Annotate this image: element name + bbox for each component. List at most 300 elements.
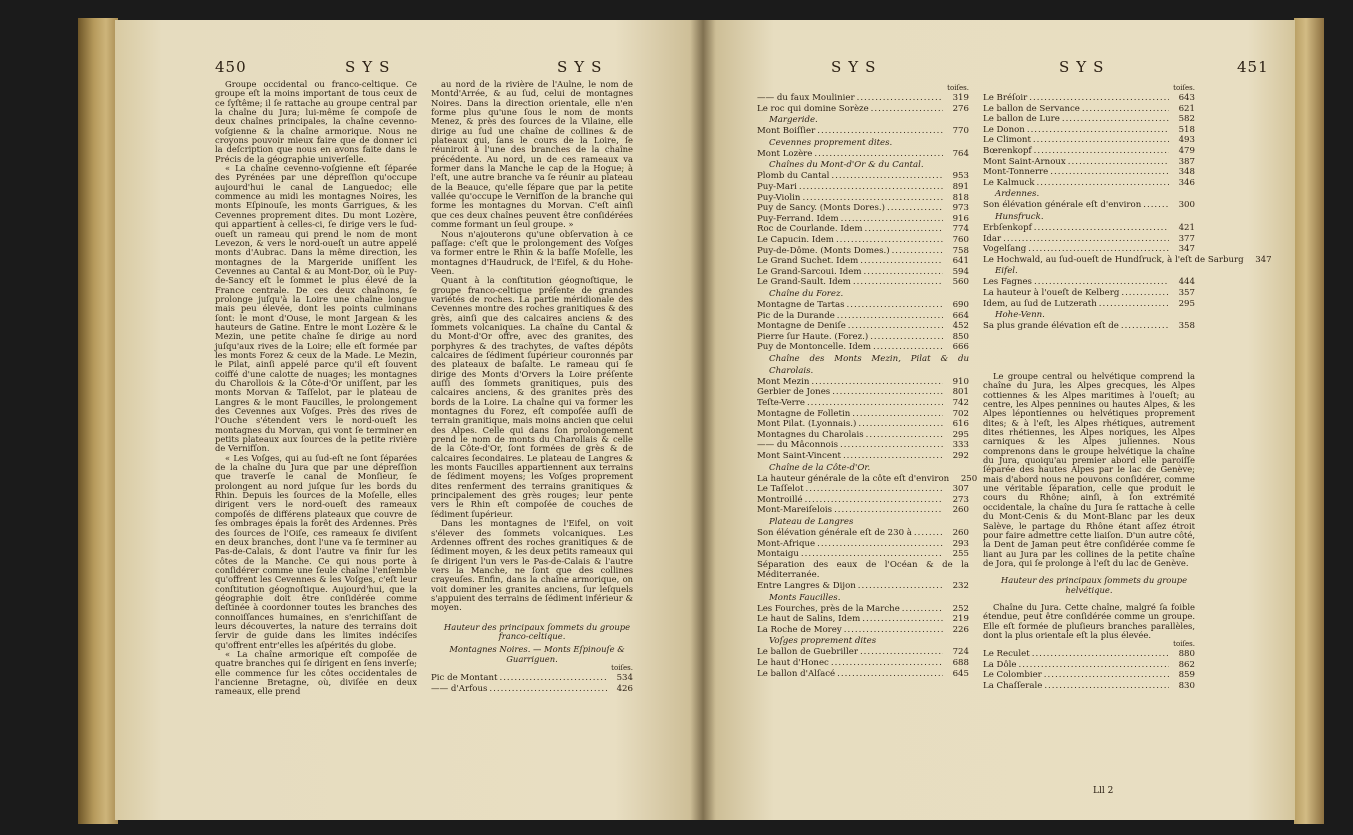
entry-value: 916 — [952, 213, 969, 224]
dot-leader — [840, 440, 943, 451]
table-subheading: Montagnes Noires. — Monts Eſpinouſe & Guarriguen. — [449, 644, 625, 664]
right-column-2 — [983, 84, 1272, 332]
table-row — [757, 171, 969, 182]
entry-value: 690 — [952, 299, 969, 310]
entry-name: Le Hochwald, au ſud-oueſt de Hundſruck, à l'eſt de Sarburg — [983, 254, 1244, 265]
entry-value: 348 — [1178, 167, 1195, 178]
table-row — [757, 669, 969, 680]
entry-name: Montaigu — [757, 549, 799, 560]
table-row — [757, 203, 969, 214]
dot-leader — [1029, 93, 1169, 104]
paragraph: Groupe occidental ou franco-celtique. Ce groupe eſt la moins important de tous ceux de ce ſyſtême; il ſe rattache au groupe central par la chaîne du Jura; lui-même ſe compoſe de deux chaînes principales, la chaîne cevenno-voſgienne & la chaîne armorique. Nous ne croyons pouvoir mieux faire que de donner ici la deſcription que nous en avons faite dans le Précis de la géographie univerſelle. — [215, 79, 417, 164]
left-page-number: 450 — [215, 58, 247, 76]
dot-leader — [853, 277, 943, 288]
dot-leader — [806, 484, 943, 495]
entry-name: Montagne de Folletin — [757, 408, 851, 419]
table-row — [983, 223, 1195, 234]
entry-value: 742 — [952, 398, 969, 409]
dot-leader — [860, 647, 943, 658]
entry-value: 333 — [952, 440, 969, 451]
entry-value: 724 — [952, 647, 969, 658]
dot-leader — [857, 93, 943, 104]
entry-value: 293 — [952, 538, 969, 549]
table-row — [983, 178, 1195, 189]
table-row — [757, 214, 969, 225]
paragraph: Quant à la conſtitution géognoſtique, le groupe franco-celtique préſente de grandes variétés de roches. La partie méridionale des Cevennes montre des roches granitiques & des grès, ainſi que des calcaires anciens & des ſommets volcaniques. La chaîne du Cantal & du Mont-d'Or offre, avec des granites, des porphyres & des trachytes, de vaſtes dépôts calcaires de ſédiment ſupérieur couronnés par des plateaux de baſalte. Le rameau qui ſe dirige des Monts d'Orvers la Loire préſente auſſi des ſommets granitiques, puis des calcaires anciens, & des granites près des bords de la Loire. La chaîne qui va former les montagnes du Forez, eſt compoſée auſſi de terrain granitique, mais moins ancien que celui des Alpes. Celle qui dans ſon prolongement prend le nom de monts du Charollais & celle de la Côte-d'Or, ſont formées de grès & de calcaires ſecondaires. Le plateau de Langres & les monts Faucilles appartiennent aux terrains de ſédiment moyens; les Voſges proprement dites renferment des terrains granitiques & principalement des grès rouges; leur pente vers le Rhin eſt compoſée de couches de ſédiment ſupérieur. — [431, 275, 633, 519]
dot-leader — [1044, 681, 1169, 692]
subheading: Monts Faucilles. — [769, 592, 841, 603]
table-row — [983, 321, 1195, 332]
entry-value: 688 — [952, 657, 969, 668]
entry-name: Roc de Courlande. Idem — [757, 224, 863, 235]
entry-value: 760 — [952, 234, 969, 245]
dot-leader — [811, 377, 943, 388]
section-heading: Hauteur des principaux ſommets du groupe helvétique. — [1000, 575, 1188, 595]
note: Séparation des eaux de l'Océan & de la Méditerranée. — [757, 559, 969, 581]
table-row — [757, 342, 969, 353]
entry-value: 255 — [952, 549, 969, 560]
entry-value: 880 — [1178, 649, 1195, 660]
paragraph: au nord de la rivière de l'Aulne, le nom de Montd'Arrée, & au ſud, celui de montagnes Noires. Dans la direction orientale, elle n'en forme plus qu'une ſous le nom de monts Menez, & près des ſources de la Vilaine, elle dirige au ſud une chaîne de collines & de plateaux qui, ſans le cours de la Loire, ſe réuniroit à l'une des branches de la chaîne précédente. Au nord, un de ces rameaux va former dans la Manche le cap de la Hogue; à l'eſt, une autre branche va ſe réunir au plateau de la Beauce, qu'elle ſépare que par la petite vallée qu'occupe le Vernifſon de la branche qui forme les montagnes du Morvan. C'eſt ainſi que ces deux chaînes peuvent être conſidérées comme formant un ſeul groupe. » — [431, 79, 633, 230]
dot-leader — [802, 193, 943, 204]
dot-leader — [817, 126, 943, 137]
dot-leader — [1099, 299, 1169, 310]
left-running-title: SYS — [345, 58, 397, 76]
dot-leader — [801, 549, 943, 560]
entry-name: Les Fourches, près de la Marche — [757, 603, 900, 614]
dot-leader — [860, 256, 943, 267]
dot-leader — [887, 203, 943, 214]
table-row — [757, 321, 969, 332]
dot-leader — [858, 581, 943, 592]
entry-name: Le Taſſelot — [757, 484, 804, 495]
table-row — [983, 299, 1195, 310]
entry-name: La Dôle — [983, 659, 1017, 670]
table-row — [757, 539, 969, 550]
dot-leader — [1034, 277, 1169, 288]
entry-name: Son élévation générale eſt d'environ — [983, 200, 1142, 211]
entry-name: Teſte-Verre — [757, 398, 805, 409]
unit-label: toiſes. — [1173, 84, 1195, 92]
table-row — [757, 193, 969, 204]
paragraph: Dans les montagnes de l'Eifel, on voit s'élever des ſommets volcaniques. Les Ardennes offrent des roches granitiques & de ſédiment moyen, & les deux petits rameaux qui ſe dirigent l'un vers le Pas-de-Calais & l'autre vers la Manche, ne ſont que des collines crayeuſes. Enfin, dans la chaîne armorique, on voit dominer les granites anciens, ſur leſquels s'appuient des terrains de ſédiment inférieur & moyen. — [431, 518, 633, 613]
entry-name: Le Climont — [983, 135, 1031, 146]
entry-name: Montroillé — [757, 494, 803, 505]
dot-leader — [1027, 125, 1169, 136]
entry-value: 702 — [952, 408, 969, 419]
entry-name: La Chaſſerale — [983, 681, 1043, 692]
table-row — [757, 149, 969, 160]
dot-leader — [841, 214, 943, 225]
table-row — [757, 528, 969, 539]
table-row — [983, 93, 1195, 104]
dot-leader — [836, 235, 943, 246]
book-gutter — [690, 20, 716, 820]
dot-leader — [848, 321, 943, 332]
entry-value: 616 — [952, 419, 969, 430]
entry-name: Mont Saint-Arnoux — [983, 156, 1066, 167]
table-row — [983, 254, 1272, 266]
entry-value: 758 — [952, 245, 969, 256]
book-edge-left — [78, 18, 118, 824]
entry-value: 232 — [952, 580, 969, 591]
entry-name: Montagne de Deniſe — [757, 321, 846, 332]
table-row — [757, 398, 969, 409]
entry-name: Le Kalmuck — [983, 177, 1035, 188]
table-row — [757, 614, 969, 625]
table-row — [757, 484, 969, 495]
entry-name: Le Donon — [983, 124, 1025, 135]
subheading: Ardennes. — [995, 189, 1040, 200]
table-row — [757, 473, 978, 485]
entry-value: 830 — [1178, 681, 1195, 692]
table-row — [757, 300, 969, 311]
dot-leader — [866, 430, 943, 441]
entry-value: 226 — [952, 624, 969, 635]
dot-leader — [1121, 288, 1169, 299]
subheading: Chaîne du Forez. — [769, 288, 844, 299]
dot-leader — [1143, 200, 1169, 211]
dot-leader — [1003, 234, 1169, 245]
subheading: Hohe-Venn. — [995, 310, 1045, 321]
entry-value: 774 — [952, 224, 969, 235]
entry-name: Entre Langres & Dijon — [757, 580, 856, 591]
dot-leader — [843, 451, 943, 462]
table-row — [757, 409, 969, 420]
entry-name: Le haut de Salins, Idem — [757, 614, 861, 625]
entry-value: 818 — [952, 192, 969, 203]
book-edge-right — [1294, 18, 1324, 824]
table-row — [757, 126, 969, 137]
paragraph: Nous n'ajouterons qu'une obſervation à ce paſſage: c'eſt que le prolongement des Voſges va former entre le Rhin & la baſſe Moſelle, les montagnes d'Haudruck, de l'Eifel, & du Hohe-Veen. — [431, 228, 633, 276]
right-column-2-text — [983, 372, 1195, 692]
dot-leader — [834, 505, 943, 516]
entry-value: 357 — [1178, 287, 1195, 298]
entry-value: 645 — [952, 668, 969, 679]
table-row — [983, 167, 1195, 178]
dot-leader — [831, 171, 943, 182]
entry-name: Pierre ſur Haute. (Forez.) — [757, 331, 869, 342]
entry-value: 664 — [952, 310, 969, 321]
paragraph: « Les Voſges, qui au ſud-eſt ne ſont ſéparées de la chaîne du Jura que par une dépreſſion que traverſe le canal de Monſieur, ſe prolongent au nord juſque ſur les bords du Rhin. Depuis les ſources de la Moſelle, elles dirigent vers le nord-oueſt des rameaux compoſés de différens plateaux que couvre de ſes ombrages épais la forêt des Ardennes. Près des ſources de l'Oiſe, ces rameaux ſe diviſent en deux branches, dont l'une va ſe terminer au Pas-de-Calais, & dont l'autre va finir ſur les côtes de la Manche. Ce qui nous porte à conſidérer comme une ſeule chaîne l'enſemble qu'offrent les Cevennes & les Voſges, c'eſt leur conſtitution géognoſtique. Aujourd'hui, que la géographie doit être conſidérée comme deſtinée à coordonner toutes les branches des connoiſſances humaines, en s'enrichiſſant de leurs découvertes, la nature des terrains doit ſervir de guide dans les limites indéciſes qu'offrent entr'elles les aſpérités du globe. — [215, 452, 417, 650]
entry-name: Mont-Afrique — [757, 538, 816, 549]
entry-name: La Roche de Morey — [757, 624, 842, 635]
unit-label: toiſes. — [1173, 640, 1195, 649]
table-row: —— d'Arfous ..... 426 — [431, 684, 633, 695]
subheading: Cevennes proprement dites. — [769, 137, 893, 148]
entry-value: 850 — [952, 331, 969, 342]
table-row — [983, 277, 1195, 288]
entry-value: 452 — [952, 321, 969, 332]
entry-value: 377 — [1178, 233, 1195, 244]
table-row — [757, 246, 969, 257]
subheading: Hunsfruck. — [995, 211, 1044, 222]
entry-value: 347 — [1178, 244, 1195, 255]
entry-name: Le ballon de Servance — [983, 103, 1080, 114]
table-row — [757, 104, 969, 115]
entry-value: 346 — [1178, 177, 1195, 188]
dot-leader — [817, 539, 943, 550]
entry-value: 641 — [952, 256, 969, 267]
table-row — [757, 277, 969, 288]
table-row — [983, 200, 1195, 211]
entry-name: Le Colombier — [983, 670, 1042, 681]
table-row — [983, 104, 1195, 115]
entry-value: 666 — [952, 342, 969, 353]
entry-name: Le ballon d'Alſacé — [757, 668, 836, 679]
entry-name: Le haut d'Honec — [757, 657, 829, 668]
entry-name: Erbſenkopf — [983, 222, 1032, 233]
table-row — [757, 332, 969, 343]
entry-value: 295 — [1178, 298, 1195, 309]
entry-value: 582 — [1178, 114, 1195, 125]
subheading: Voſges proprement dites — [769, 636, 877, 647]
table-row — [757, 658, 969, 669]
dot-leader — [864, 267, 943, 278]
table-row — [757, 430, 969, 441]
entry-value: 250 — [960, 473, 978, 484]
dot-leader — [847, 300, 943, 311]
entry-value: 387 — [1178, 156, 1195, 167]
entry-name: Sa plus grande élévation eſt de — [983, 321, 1119, 332]
entry-name: Puy-Mari — [757, 181, 797, 192]
entry-name: Bœrenkopf — [983, 145, 1032, 156]
entry-name: Mont Mezin — [757, 376, 810, 387]
table-row — [983, 114, 1195, 125]
entry-value: 219 — [952, 614, 969, 625]
entry-name: Mont Pilat. (Lyonnais.) — [757, 419, 857, 430]
right-running-title: SYS — [831, 58, 883, 76]
subheading: Eifel. — [995, 266, 1018, 277]
dot-leader — [858, 419, 943, 430]
table-row — [983, 681, 1195, 692]
entry-name: Puy de Montoncelle. Idem — [757, 342, 871, 353]
table-row — [983, 670, 1195, 681]
table-heading: Hauteur des principaux ſommets du groupe franco-celtique. — [443, 621, 631, 641]
dot-leader — [902, 604, 943, 615]
table-row — [757, 182, 969, 193]
dot-leader — [914, 528, 943, 539]
entry-name: Puy-de-Dôme. (Monts Domes.) — [757, 245, 890, 256]
table-row — [983, 649, 1195, 660]
entry-value: 276 — [952, 103, 969, 114]
subheading: Chaînes du Mont-d'Or & du Cantal. — [769, 160, 924, 171]
subheading: Margeride. — [769, 115, 818, 126]
dot-leader — [865, 224, 944, 235]
entry-value: 421 — [1178, 222, 1195, 233]
table-row — [757, 387, 969, 398]
dot-leader — [844, 625, 943, 636]
table-row — [983, 288, 1195, 299]
table-row — [757, 311, 969, 322]
dot-leader — [807, 398, 943, 409]
entry-value: 594 — [952, 266, 969, 277]
dot-leader — [831, 658, 943, 669]
right-page — [703, 20, 1295, 820]
dot-leader — [1033, 135, 1169, 146]
dot-leader — [1121, 321, 1169, 332]
entry-value: 358 — [1178, 321, 1195, 332]
table-row — [757, 505, 969, 516]
entry-value: 292 — [952, 451, 969, 462]
entry-value: 307 — [952, 484, 969, 495]
table-row — [757, 224, 969, 235]
dot-leader — [1034, 146, 1169, 157]
entry-name: Puy-Ferrand. Idem — [757, 213, 839, 224]
entry-value: 801 — [952, 387, 969, 398]
entry-value: 444 — [1178, 277, 1195, 288]
table-row — [757, 647, 969, 658]
paragraph: « La chaîne cevenno-voſgienne eſt ſéparée des Pyrénées par une dépreſſion qu'occupe aujourd'hui le canal de Languedoc; elle commence au midi les montagnes Noires, les monts Eſpinouſe, les monts Garrigues, & les Cevennes proprement dites. Du mont Lozère, qui appartient à celles-ci, ſe dirige vers le ſud-oueſt un rameau qui prend le nom de mont Levezon, & vers le nord-oueſt un autre appelé monts d'Aubrac. Dans la même direction, les montagnes de la Margeride uniſſent les Cevennes au Cantal & au Mont-Dor, où le Puy-de-Sancy eſt le ſommet le plus élevé de la France centrale. De ces deux chaînons, ſe prolonge juſqu'à la Loire une chaîne longue mais peu élevée, dont les points culminans ſont: le mont d'Ouse, le mont Jargean & les hauteurs de Gatine. Entre le mont Lozère & le Mezin, une petite chaîne ſe dirige au nord juſqu'aux rives de la Loire; elle eſt formée par les monts Forez & ceux de la Made. Le Mezin, le Pilat, ainſi appelé parce qu'il eſt ſouvent coiffé d'une calotte de nuages; les montagnes du Charollois & la Côte-d'Or uniſſent, par les monts Morvan & Taſſelot, par le plateau de Langres & le mont Faucilles, le prolongement des Cevennes aux Voſges. Près des rives de l'Ouche s'étendent vers le nord-oueſt les montagnes du Morvan, qui vont ſe terminer en petits plateaux aux ſources de la petite rivière de Vernifſon. — [215, 163, 417, 454]
entry-value: 300 — [1178, 200, 1195, 211]
entry-value: 560 — [952, 277, 969, 288]
table-row — [757, 625, 969, 636]
table-row — [757, 604, 969, 615]
table-row — [757, 93, 969, 104]
dot-leader — [892, 246, 943, 257]
table-row — [757, 419, 969, 430]
entry-value: 973 — [952, 203, 969, 214]
dot-leader — [1018, 660, 1169, 671]
entry-name: La hauteur générale de la côte eſt d'environ — [757, 473, 950, 484]
dot-leader — [837, 669, 943, 680]
table-row — [757, 256, 969, 267]
dot-leader — [799, 182, 943, 193]
entry-value: 260 — [952, 505, 969, 516]
table-row — [757, 451, 969, 462]
dot-leader — [1062, 114, 1169, 125]
dot-leader — [805, 495, 943, 506]
dot-leader — [873, 342, 943, 353]
entry-name: Mont Boiſſier — [757, 126, 816, 137]
entry-name: Le Capucin. Idem — [757, 234, 834, 245]
entry-value: 479 — [1178, 145, 1195, 156]
entry-name: Idem, au ſud de Lutzerath — [983, 298, 1097, 309]
left-running-title-2: SYS — [557, 58, 609, 76]
entry-name: Le roc qui domine Sorèze — [757, 103, 869, 114]
table-row — [983, 135, 1195, 146]
entry-value: 910 — [952, 376, 969, 387]
entry-value: 764 — [952, 148, 969, 159]
dot-leader — [1068, 157, 1169, 168]
dot-leader — [1032, 649, 1169, 660]
dot-leader — [871, 104, 943, 115]
entry-value: 891 — [952, 181, 969, 192]
dot-leader — [862, 614, 943, 625]
entry-name: Mont Lozère — [757, 148, 813, 159]
entry-name: Le Grand-Sarcoui. Idem — [757, 266, 862, 277]
table-row — [983, 157, 1195, 168]
table-row — [757, 377, 969, 388]
right-page-number: 451 — [1237, 58, 1269, 76]
entry-name: La hauteur à l'oueſt de Kelberg — [983, 287, 1120, 298]
left-page — [115, 20, 703, 820]
entry-value: 295 — [952, 429, 969, 440]
entry-value: 859 — [1178, 670, 1195, 681]
entry-name: Vogelſang — [983, 244, 1027, 255]
signature-mark: Lll 2 — [1093, 786, 1114, 796]
table-row — [983, 244, 1195, 255]
table-row — [757, 235, 969, 246]
entry-name: Le Grand-Sault. Idem — [757, 277, 851, 288]
paragraph: « La chaîne armorique eſt compoſée de quatre branches qui ſe dirigent en ſens inverſe; elle commence ſur les côtes occidentales de l'ancienne Bretagne, où, diviſée en deux rameaux, elle prend — [215, 648, 417, 697]
entry-value: 862 — [1178, 659, 1195, 670]
entry-value: 643 — [1178, 93, 1195, 103]
entry-name: Puy de Sancy. (Monts Dores.) — [757, 203, 885, 214]
dot-leader — [1037, 178, 1169, 189]
entry-name: Montagnes du Charolais — [757, 429, 864, 440]
left-column-2 — [431, 80, 633, 694]
table-row — [983, 146, 1195, 157]
entry-name: Montagne de Tartas — [757, 299, 845, 310]
dot-leader — [1082, 104, 1169, 115]
table-row — [757, 495, 969, 506]
entry-name: Puy-Violin — [757, 192, 801, 203]
table-row — [757, 581, 969, 592]
table-row — [983, 660, 1195, 671]
paragraph: Chaîne du Jura. Cette chaîne, malgré ſa foible étendue, peut être conſidérée comme un groupe. Elle eſt formée de pluſieurs branches parallèles, dont la plus orientale eſt la plus élevée. — [983, 601, 1195, 640]
entry-name: —— du Mâconnois — [757, 440, 838, 451]
dot-leader — [832, 387, 943, 398]
entry-name: Le ballon de Lure — [983, 114, 1060, 125]
dot-leader — [837, 311, 943, 322]
dot-leader — [1034, 223, 1169, 234]
table-row — [757, 549, 969, 560]
helvetic-table — [983, 649, 1195, 691]
entry-name: Le ballon de Guebriller — [757, 647, 858, 658]
entry-name: Mont-Mareiſelois — [757, 505, 833, 516]
entry-value: 273 — [952, 494, 969, 505]
entry-name: Son élévation générale eſt de 230 à — [757, 528, 912, 538]
right-column-1 — [757, 84, 978, 679]
table-row — [983, 234, 1195, 245]
entry-value: 260 — [952, 528, 969, 538]
entry-name: Plomb du Cantal — [757, 171, 830, 182]
subheading: Plateau de Langres — [769, 517, 854, 527]
dot-leader — [852, 409, 943, 420]
entry-name: —— du faux Moulinier — [757, 93, 855, 103]
entry-name: Le Grand Suchet. Idem — [757, 256, 859, 267]
subheading: Chaîne de la Côte-d'Or. — [769, 462, 871, 473]
entry-value: 252 — [952, 603, 969, 614]
entry-name: Mont-Tonnerre — [983, 167, 1049, 178]
table-row — [983, 125, 1195, 136]
dot-leader — [1028, 244, 1169, 255]
entry-value: 621 — [1178, 103, 1195, 114]
entry-value: 770 — [952, 126, 969, 137]
dot-leader — [1044, 670, 1169, 681]
entry-name: Gerbier de Jones — [757, 387, 831, 398]
entry-name: Idar — [983, 233, 1002, 244]
dot-leader — [870, 332, 943, 343]
table-row — [757, 440, 969, 451]
left-column-1 — [215, 80, 417, 697]
subheading: Chaîne des Monts Mezin, Pilat & du Charolais. — [769, 353, 969, 376]
table-row: Pic de Montant ..... 534 — [431, 673, 633, 684]
paragraph: Le groupe central ou helvétique comprend la chaîne du Jura, les Alpes grecques, les Alpes cottiennes & les Alpes maritimes à l'oueſt; au centre, les Alpes pennines ou hautes Alpes, & les Alpes lépontiennes ou helvétiques proprement dites; & à l'eſt, les Alpes rhétiques, autrement dites rhétiennes, les Alpes noriques, les Alpes carniques & les Alpes juliennes. Nous comprenons dans le groupe helvétique la chaîne du Jura, quoiqu'au premier abord elle paroiſſe ſéparée des hautes Alpes par le lac de Genève; mais d'abord nous ne pouvons conſidérer, comme une véritable ſéparation, celle que produit le cours du Rhône; ainſi, à ſon extrémité occidentale, la chaîne du Jura ſe rattache à celle du Mont-Cenis & du Mont-Blanc par les deux Salève, le partage du Rhône étant aſſez étroit pour faire admettre cette liaiſon. D'un autre côté, la Dent de Jaman peut être conſidérée comme ſe liant au Jura par les collines de la petite chaîne de Jora, qui ſe prolonge à l'eſt du lac de Genève. — [983, 371, 1195, 568]
entry-value: 347 — [1255, 254, 1272, 265]
entry-name: Mont Saint-Vincent — [757, 451, 841, 462]
table-row — [757, 267, 969, 278]
entry-value: 953 — [952, 171, 969, 182]
entry-value: 493 — [1178, 135, 1195, 146]
entry-value: 518 — [1178, 124, 1195, 135]
entry-name: Pic de la Durande — [757, 310, 835, 321]
entry-value: 319 — [952, 93, 969, 103]
unit-label: toiſes. — [611, 663, 633, 672]
dot-leader — [1050, 167, 1169, 178]
entry-name: Le Bréſoir — [983, 93, 1028, 103]
